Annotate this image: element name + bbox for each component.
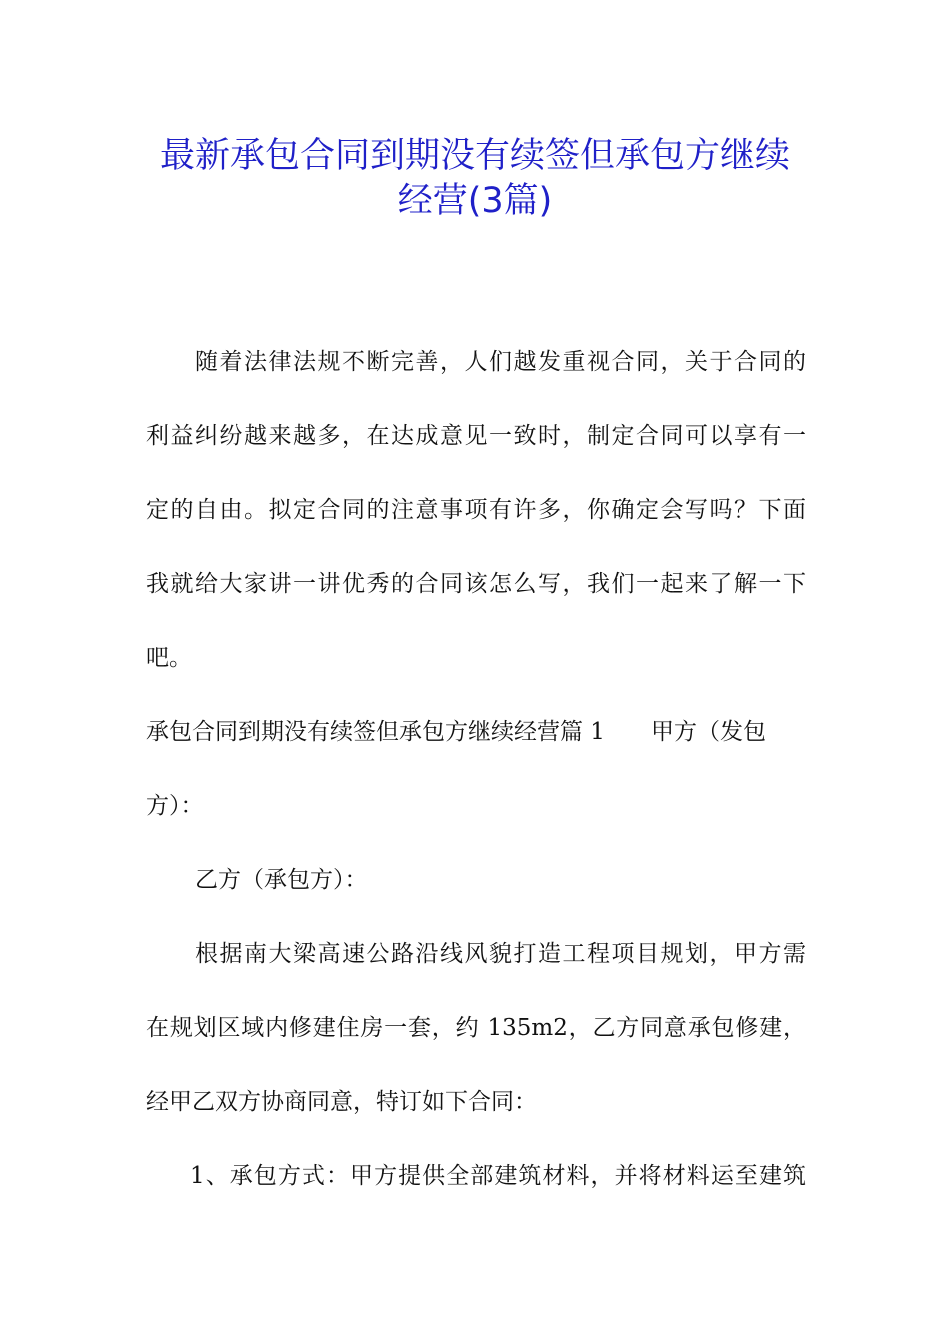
intro-line-4: 我就给大家讲一讲优秀的合同该怎么写，我们一起来了解一下 — [146, 571, 806, 597]
document-title-line-1: 最新承包合同到期没有续签但承包方继续 — [159, 136, 790, 176]
section-heading: 承包合同到期没有续签但承包方继续经营篇 1 甲方（发包 — [146, 719, 766, 745]
document-title-line-2: 经营(3篇) — [397, 181, 553, 221]
body-line-3: 经甲乙双方协商同意，特订如下合同： — [146, 1089, 537, 1115]
intro-line-5: 吧。 — [146, 645, 192, 671]
body-line-1: 根据南大梁高速公路沿线风貌打造工程项目规划，甲方需 — [195, 941, 806, 967]
intro-line-2: 利益纠纷越来越多，在达成意见一致时，制定合同可以享有一 — [146, 423, 806, 449]
intro-line-3: 定的自由。拟定合同的注意事项有许多，你确定会写吗？下面 — [146, 497, 806, 523]
intro-line-1: 随着法律法规不断完善，人们越发重视合同，关于合同的 — [195, 349, 806, 375]
clause-1-line: 1、承包方式：甲方提供全部建筑材料，并将材料运至建筑 — [190, 1163, 806, 1189]
body-line-2: 在规划区域内修建住房一套，约 135m2，乙方同意承包修建， — [146, 1015, 806, 1041]
party-b-line: 乙方（承包方）： — [195, 867, 368, 893]
section-heading-continuation: 方）： — [146, 793, 204, 819]
